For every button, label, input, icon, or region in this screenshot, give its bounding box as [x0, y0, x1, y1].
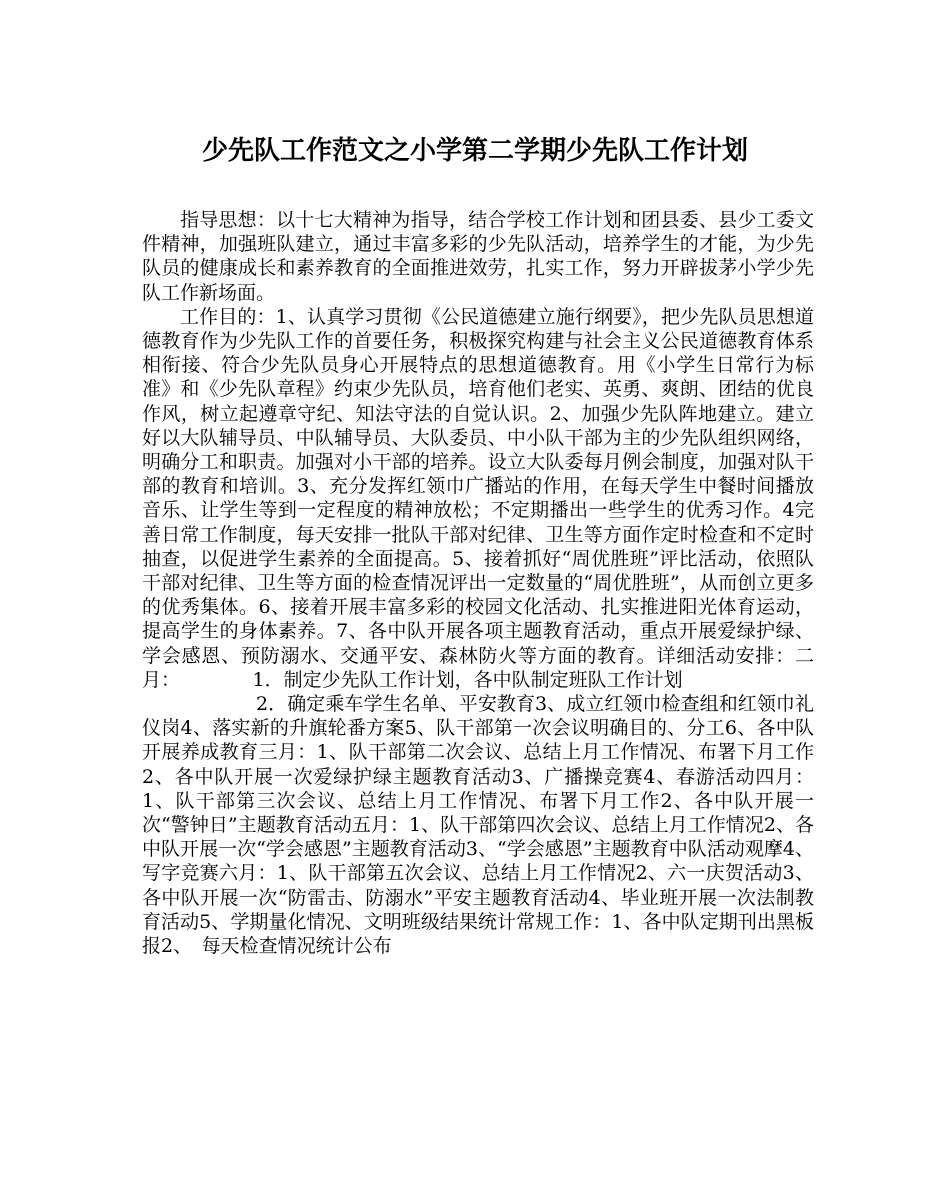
paragraph-monthly-schedule: 2．确定乘车学生名单、平安教育3、成立红领巾检查组和红领巾礼仪岗4、落实新的升旗轮番方案5、队干部第一次会议明确目的、分工6、各中队开展养成教育三月：1、队干部第二次会议、总结上月工作情况、布署下月工作2、各中队开展一次爱绿护绿主题教育活动3、广播操竞赛4、春游活动四月：1、队干部第三次会议、总结上月工作情况、布署下月工作2、各中队开展一次“警钟日”主题教育活动五月：1、队干部第四次会议、总结上月工作情况2、各中队开展一次“学会感恩”主题教育活动3、“学会感恩”主题教育中队活动观摩4、写字竞赛六月：1、队干部第五次会议、总结上月工作情况2、六一庆贺活动3、各中队开展一次“防雷击、防溺水”平安主题教育活动4、毕业班开展一次法制教育活动5、学期量化情况、文明班级结果统计常规工作：1、各中队定期刊出黑板报2、 每天检查情况统计公布 [142, 693, 814, 958]
document-body [142, 208, 814, 958]
paragraph-guiding-idea: 指导思想：以十七大精神为指导，结合学校工作计划和团县委、县少工委文件精神，加强班队建立，通过丰富多彩的少先队活动，培养学生的才能，为少先队员的健康成长和素养教育的全面推进效劳，扎实工作，努力开辟拔茅小学少先队工作新场面。 [142, 209, 814, 304]
document-title: 少先队工作范文之小学第二学期少先队工作计划 [201, 136, 748, 166]
paragraph-work-goals: 工作目的：1、认真学习贯彻《公民道德建立施行纲要》，把少先队员思想道德教育作为少先队工作的首要任务，积极探究构建与社会主义公民道德教育体系相衔接、符合少先队员身心开展特点的思想道德教育。用《小学生日常行为标准》和《少先队章程》约束少先队员，培育他们老实、英勇、爽朗、团结的优良作风，树立起遵章守纪、知法守法的自觉认识。2、加强少先队阵地建立。建立好以大队辅导员、中队辅导员、大队委员、中小队干部为主的少先队组织网络，明确分工和职责。加强对小干部的培养。设立大队委每月例会制度，加强对队干部的教育和培训。3、充分发挥红领巾广播站的作用，在每天学生中餐时间播放音乐、让学生等到一定程度的精神放松；不定期播出一些学生的优秀习作。4完善日常工作制度，每天安排一批队干部对纪律、卫生等方面作定时检查和不定时抽查，以促进学生素养的全面提高。5、接着抓好“周优胜班”评比活动，依照队干部对纪律、卫生等方面的检查情况评出一定数量的“周优胜班”，从而创立更多的优秀集体。6、接着开展丰富多彩的校园文化活动、扎实推进阳光体育运动，提高学生的身体素养。7、各中队开展各项主题教育活动，重点开展爱绿护绿、学会感恩、预防溺水、交通平安、森林防火等方面的教育。详细活动安排：二月： 1．制定少先队工作计划，各中队制定班队工作计划 [142, 305, 814, 691]
